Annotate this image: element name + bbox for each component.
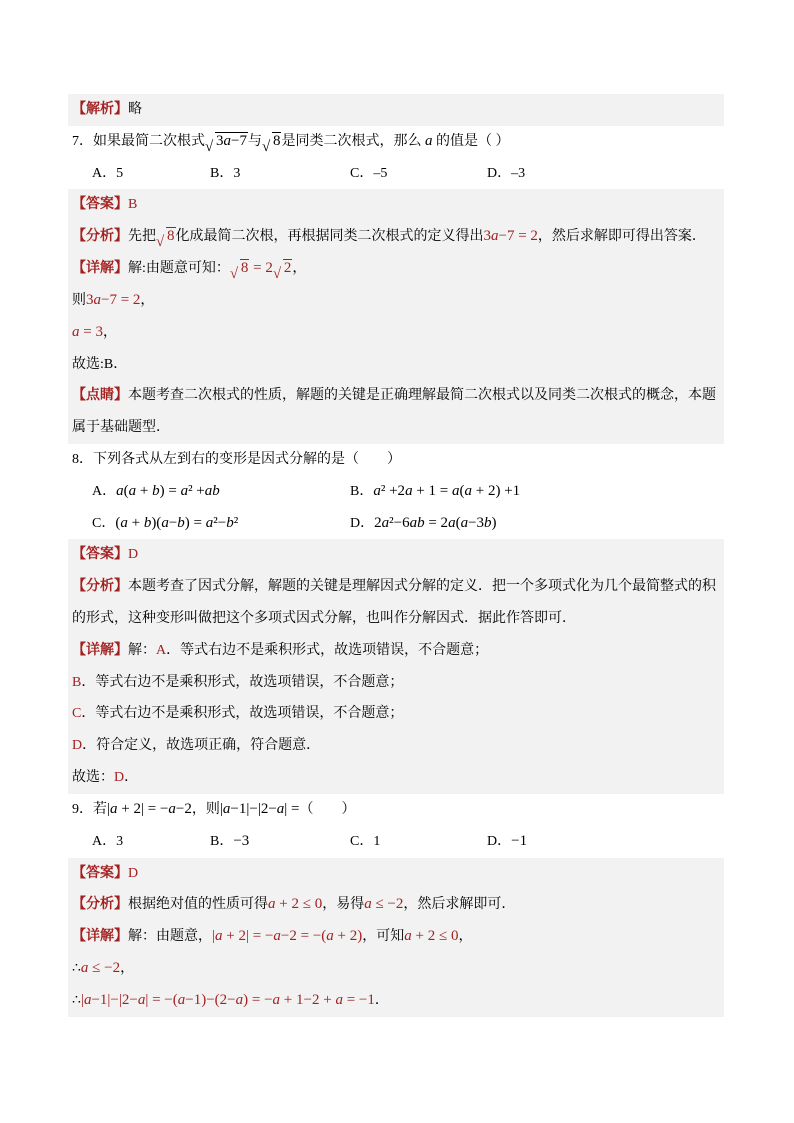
answer-line xyxy=(68,189,724,221)
math-expr: |a + 2| = −a−2 xyxy=(107,800,192,817)
answer-block xyxy=(68,539,724,794)
highlight-text: D xyxy=(114,770,125,786)
highlight-text: B xyxy=(72,674,82,690)
math-expr: a xyxy=(424,132,433,149)
highlight-text: D xyxy=(72,738,83,754)
highlight-math-expr: |a−1|−|2−a| = −(a−1)−(2−a) = −a + 1−2 + a = −1 xyxy=(80,991,375,1008)
math-expr: |a−1|−|2−a| = xyxy=(219,800,300,817)
text-run: ． xyxy=(124,770,139,786)
text-run: 故选： xyxy=(72,770,114,786)
text-run: 本题考查二次根式的性质，解题的关键是正确理解最简二次根式以及同类二次根式的概念，本题 xyxy=(128,388,716,404)
math-expr: (a + b)(a−b) = a²−b² xyxy=(115,514,239,531)
highlight-math-expr: a + 2 ≤ 0 xyxy=(404,928,459,945)
text-run: D． xyxy=(350,515,375,531)
option-item xyxy=(487,158,525,190)
text-run: ． xyxy=(374,992,389,1008)
text-run: 7．如果最简二次根式 xyxy=(72,133,205,149)
text-run: B．3 xyxy=(210,165,241,181)
option-item xyxy=(92,826,210,858)
answer-line xyxy=(68,94,724,126)
text-run: C．1 xyxy=(350,833,381,849)
text-run: 根据绝对值的性质可得 xyxy=(128,897,268,913)
text-run: 先把 xyxy=(128,229,156,245)
math-expr: a(a + b) = a² +ab xyxy=(116,482,220,499)
radical-expr: √ 3a−7 xyxy=(215,132,248,149)
text-run: C．–5 xyxy=(350,165,388,181)
answer-line xyxy=(68,539,724,571)
question-line xyxy=(68,126,724,158)
text-run: ．符合定义，故选项正确，符合题意． xyxy=(82,738,321,754)
text-run: 本题考查了因式分解，解题的关键是理解因式分解的定义．把一个多项式化为几个最简整式的积 xyxy=(128,579,716,595)
highlight-math-expr: a = 3 xyxy=(72,323,103,340)
answer-line xyxy=(68,571,724,603)
text-run: 故选:B． xyxy=(72,356,128,372)
text-run: D． xyxy=(487,833,512,849)
answer-block xyxy=(68,94,724,126)
text-run: 化成最简二次根，再根据同类二次根式的定义得出 xyxy=(175,229,484,245)
answer-line xyxy=(68,603,724,635)
highlight-text: D xyxy=(128,547,139,563)
math-expr: −3 xyxy=(233,832,250,849)
text-run: 略 xyxy=(128,102,142,117)
answer-line xyxy=(68,667,724,699)
section-label: 【答案】 xyxy=(72,547,128,563)
highlight-text: C xyxy=(72,706,82,722)
text-run: A．3 xyxy=(92,833,124,849)
answer-line xyxy=(68,317,724,349)
answer-line xyxy=(68,889,724,921)
section-label: 【详解】 xyxy=(72,642,128,658)
text-run: 解：由题意， xyxy=(128,929,212,945)
option-item xyxy=(350,158,487,190)
section-label: 【分析】 xyxy=(72,897,128,913)
math-expr: 2a²−6ab = 2a(a−3b) xyxy=(374,514,497,531)
text-run: A． xyxy=(92,483,117,499)
highlight-math-expr: 3a−7 = 2 xyxy=(483,228,538,245)
answer-line xyxy=(68,380,724,412)
answer-line xyxy=(68,730,724,762)
question-stem xyxy=(68,794,724,826)
text-run: C． xyxy=(92,515,116,531)
option-item xyxy=(487,826,527,858)
answer-line xyxy=(68,221,724,253)
answer-line xyxy=(68,985,724,1017)
text-run: ， xyxy=(140,292,155,308)
radical-expr: √ 2 xyxy=(283,259,293,276)
section-label: 【解析】 xyxy=(72,102,128,117)
highlight-math-expr: 3a−7 = 2 xyxy=(86,291,141,308)
answer-line xyxy=(68,921,724,953)
highlight-text: B xyxy=(128,197,138,213)
text-run: 解:由题意可知： xyxy=(128,261,230,277)
text-run: ．等式右边不是乘积形式，故选项错误，不合题意； xyxy=(81,706,404,722)
answer-line xyxy=(68,412,724,444)
highlight-math-expr: |a + 2| = −a−2 = −(a + 2) xyxy=(212,928,363,945)
section-label: 【分析】 xyxy=(72,579,128,595)
text-run: 解： xyxy=(128,642,156,658)
answer-line xyxy=(68,635,724,667)
answer-line xyxy=(68,762,724,794)
question-line xyxy=(68,444,724,476)
radical-expr: √ 8 xyxy=(166,227,176,244)
radical-expr: √ 8 xyxy=(272,132,282,149)
text-run: ，可知 xyxy=(362,929,405,945)
text-run: 与 xyxy=(247,133,262,149)
answer-line xyxy=(68,858,724,890)
text-run: ， xyxy=(292,261,307,277)
highlight-math-expr: = 2 xyxy=(249,260,273,277)
section-label: 【详解】 xyxy=(72,261,128,277)
highlight-text: D xyxy=(128,865,139,881)
text-run: 的形式，这种变形叫做把这个多项式因式分解，也叫作分解因式．据此作答即可． xyxy=(72,611,576,626)
answer-line xyxy=(68,349,724,381)
text-run: ，则 xyxy=(191,801,220,817)
text-run: ， xyxy=(120,960,135,976)
text-run: ， xyxy=(102,324,117,340)
answer-line xyxy=(68,698,724,730)
text-run: ∴ xyxy=(72,992,81,1008)
option-row xyxy=(68,158,724,190)
option-item xyxy=(210,826,350,858)
math-expr: −1 xyxy=(511,832,528,849)
text-run: ．等式右边不是乘积形式，故选项错误，不合题意； xyxy=(81,674,404,690)
highlight-text: A xyxy=(156,642,167,658)
text-run: A．5 xyxy=(92,165,124,181)
option-item xyxy=(210,158,350,190)
section-label: 【答案】 xyxy=(72,197,128,213)
option-item xyxy=(92,158,210,190)
text-run: 是同类二次根式，那么 xyxy=(281,133,425,149)
highlight-math-expr: a ≤ −2 xyxy=(364,896,404,913)
text-run: ，然后求解即可． xyxy=(403,897,516,913)
text-run: ∴ xyxy=(72,960,81,976)
highlight-math-expr: a + 2 ≤ 0 xyxy=(268,896,323,913)
text-run: 8．下列各式从左到右的变形是因式分解的是（ ） xyxy=(72,451,401,467)
answer-line xyxy=(68,953,724,985)
text-run: B． xyxy=(350,483,374,499)
option-item xyxy=(92,508,350,540)
answer-line xyxy=(68,253,724,285)
text-run: ．等式右边不是乘积形式，故选项错误，不合题意； xyxy=(166,642,489,658)
section-label: 【答案】 xyxy=(72,865,128,881)
answer-block xyxy=(68,189,724,444)
answer-line xyxy=(68,285,724,317)
text-run: D．–3 xyxy=(487,165,526,181)
text-run: 属于基础题型． xyxy=(72,420,170,436)
question-line xyxy=(68,794,724,826)
text-run: （ ） xyxy=(299,801,356,817)
option-row xyxy=(68,826,724,858)
radical-expr: √ 8 xyxy=(240,259,250,276)
option-row xyxy=(68,508,724,540)
text-run: 9．若 xyxy=(72,801,107,817)
section-label: 【点睛】 xyxy=(72,388,128,404)
highlight-math-expr: a ≤ −2 xyxy=(80,959,121,976)
question-stem xyxy=(68,126,724,158)
option-item xyxy=(92,476,350,508)
option-row xyxy=(68,476,724,508)
section-label: 【详解】 xyxy=(72,929,128,945)
text-run: 则 xyxy=(72,292,86,308)
text-run: ，然后求解即可得出答案． xyxy=(537,229,706,245)
document-body xyxy=(68,94,724,1017)
text-run: B． xyxy=(210,833,234,849)
option-item xyxy=(350,476,520,508)
text-run: ， xyxy=(458,929,473,945)
text-run: ，易得 xyxy=(322,897,365,913)
math-expr: a² +2a + 1 = a(a + 2) +1 xyxy=(373,482,521,499)
option-item xyxy=(350,508,497,540)
text-run: 的值是（ ） xyxy=(432,133,510,149)
question-stem xyxy=(68,444,724,476)
option-item xyxy=(350,826,487,858)
section-label: 【分析】 xyxy=(72,229,128,245)
answer-block xyxy=(68,858,724,1017)
